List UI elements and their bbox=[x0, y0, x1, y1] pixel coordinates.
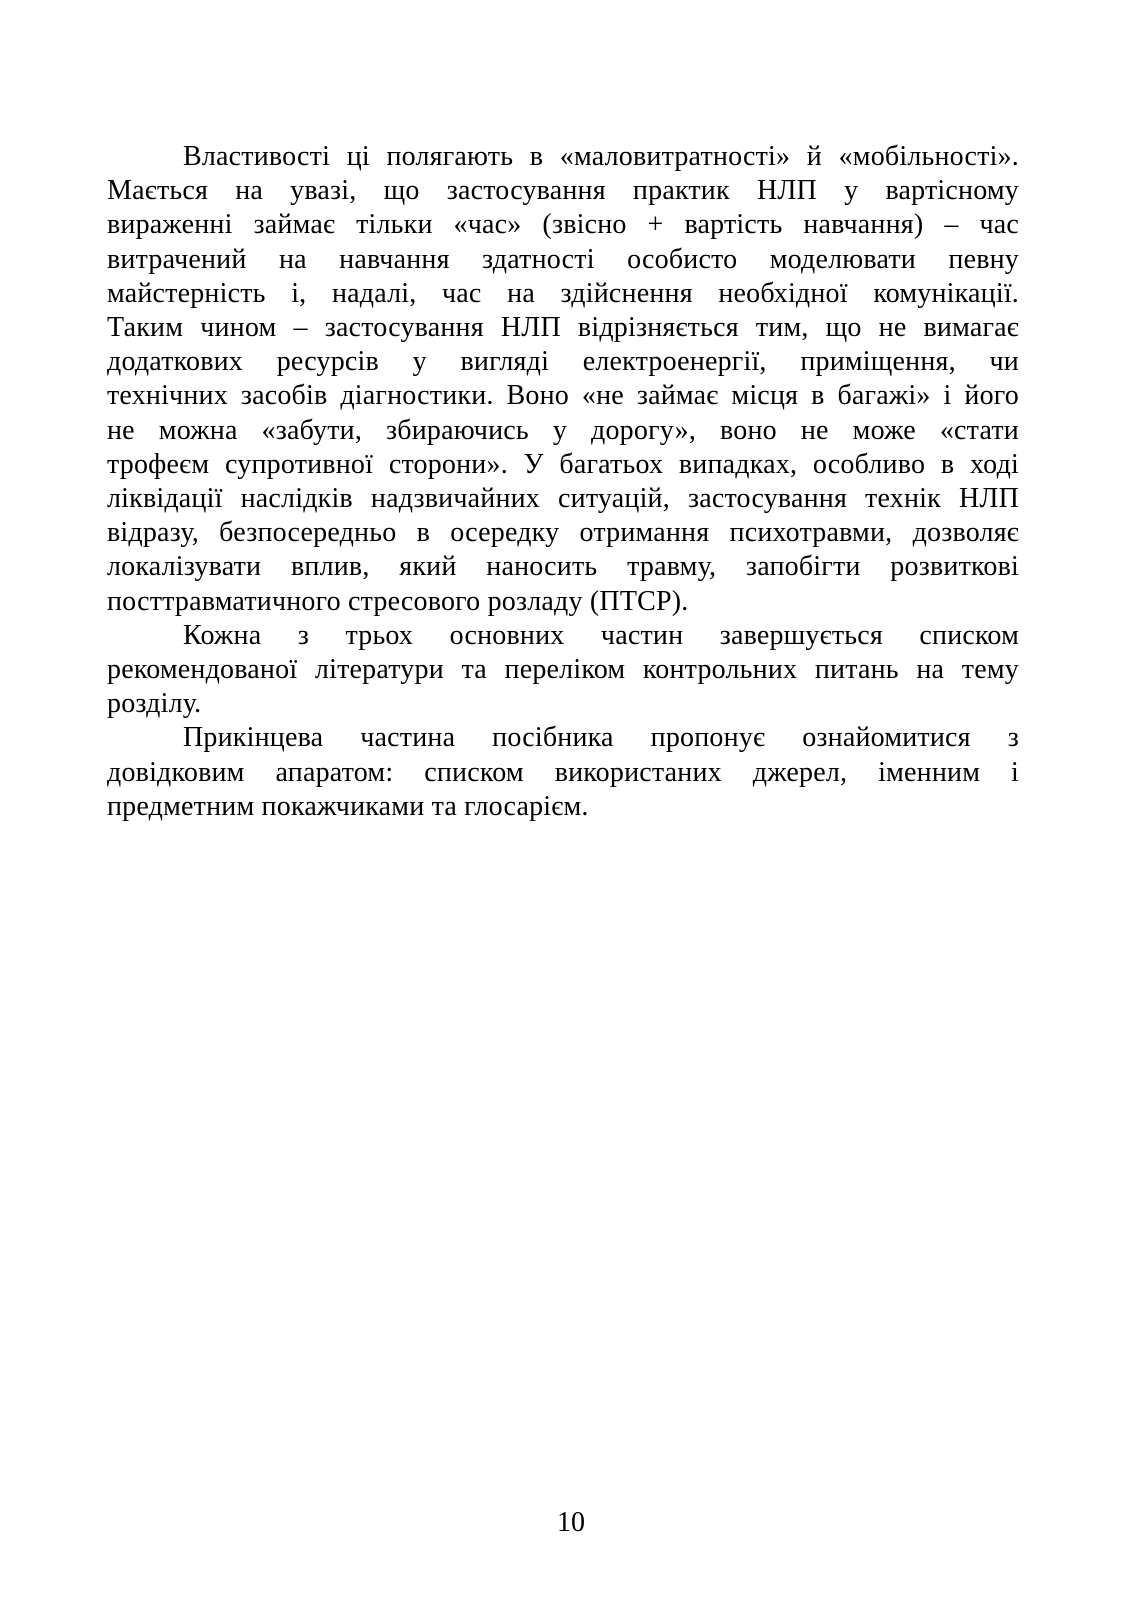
text-line: ліквідації наслідків надзвичайних ситуацій, застосування технік НЛП bbox=[107, 483, 1019, 515]
text-line: майстерність і, надалі, час на здійснення необхідної комунікації. bbox=[107, 277, 1019, 309]
text-block bbox=[107, 140, 1019, 824]
text-line: предметним покажчиками та глосарієм. bbox=[107, 790, 589, 822]
text-line: розділу. bbox=[107, 688, 202, 720]
text-line: технічних засобів діагностики. Воно «не займає місця в багажі» і його bbox=[107, 380, 1019, 412]
text-line: довідковим апаратом: списком використаних джерел, іменним і bbox=[107, 756, 1019, 788]
text-line: Властивості ці полягають в «маловитратності» й «мобільності». bbox=[183, 141, 1019, 172]
paragraph-2 bbox=[107, 619, 1019, 722]
text-line: рекомендованої літератури та переліком контрольних питань на тему bbox=[107, 654, 1019, 686]
paragraph-1 bbox=[107, 140, 1019, 619]
text-line: відразу, безпосередньо в осередку отримання психотравми, дозволяє bbox=[107, 517, 1019, 549]
text-line: Кожна з трьох основних частин завершується списком bbox=[183, 619, 1019, 651]
page-number: 10 bbox=[557, 1507, 585, 1538]
text-line: витрачений на навчання здатності особисто моделювати певну bbox=[107, 243, 1019, 275]
text-line: посттравматичного стресового розладу (ПТСР). bbox=[107, 585, 689, 617]
text-line: Таким чином – застосування НЛП відрізняється тим, що не вимагає bbox=[107, 312, 1019, 344]
text-line: локалізувати вплив, який наносить травму, запобігти розвиткові bbox=[107, 551, 1019, 583]
text-line: трофеєм супротивної сторони». У багатьох випадках, особливо в ході bbox=[107, 448, 1019, 480]
paragraph-3 bbox=[107, 721, 1019, 824]
text-line: додаткових ресурсів у вигляді електроенергії, приміщення, чи bbox=[107, 346, 1019, 378]
text-line: Прикінцева частина посібника пропонує ознайомитися з bbox=[183, 722, 1019, 754]
text-line: Мається на увазі, що застосування практик НЛП у вартісному bbox=[107, 175, 1019, 207]
text-line: вираженні займає тільки «час» (звісно + вартість навчання) – час bbox=[107, 209, 1019, 241]
text-line: не можна «забути, збираючись у дорогу», воно не може «стати bbox=[107, 414, 1019, 446]
